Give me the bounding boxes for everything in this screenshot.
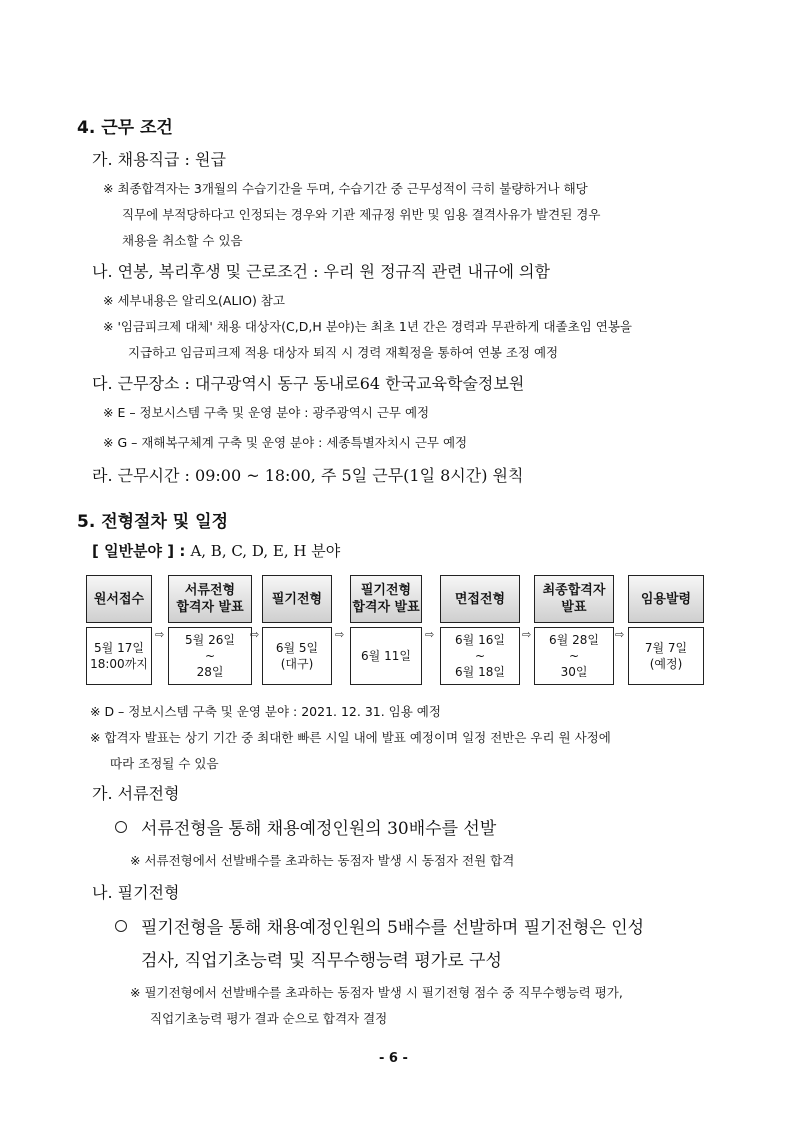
general-field-heading xyxy=(92,540,340,561)
step-date: 6월 16일 ~ 6월 18일 xyxy=(440,627,520,685)
written-exam-bullet-line1 xyxy=(115,913,644,938)
step-date: 6월 11일 xyxy=(350,627,422,685)
flow-arrow-icon: ⇨ xyxy=(425,628,435,641)
condition-hours: 라. 근무시간 : 09:00 ~ 18:00, 주 5일 근무(1일 8시간) 원칙 xyxy=(92,466,524,485)
condition-workplace: 다. 근무장소 : 대구광역시 동구 동내로64 한국교육학술정보원 xyxy=(92,374,525,393)
flow-arrow-icon: ⇨ xyxy=(522,628,532,641)
written-exam-heading: 나. 필기전형 xyxy=(92,883,180,902)
step-name: 면접전형 xyxy=(440,575,520,623)
workplace-note-e: ※ E – 정보시스템 구축 및 운영 분야 : 광주광역시 근무 예정 xyxy=(103,405,430,420)
bullet-text: 서류전형을 통해 채용예정인원의 30배수를 선발 xyxy=(141,819,497,839)
document-screening-heading: 가. 서류전형 xyxy=(92,784,180,803)
condition-position: 가. 채용직급 : 원급 xyxy=(92,150,226,169)
note-d-field: ※ D – 정보시스템 구축 및 운영 분야 : 2021. 12. 31. 임용 예정 xyxy=(90,704,441,719)
step-date: 7월 7일 (예정) xyxy=(628,627,704,685)
document-screening-note: ※ 서류전형에서 선발배수를 초과하는 동점자 발생 시 동점자 전원 합격 xyxy=(130,853,515,868)
condition-salary: 나. 연봉, 복리후생 및 근로조건 : 우리 원 정규직 관련 내규에 의함 xyxy=(92,262,550,281)
flow-arrow-icon: ⇨ xyxy=(155,628,165,641)
circle-bullet-icon xyxy=(115,821,127,833)
written-exam-bullet-line2: 검사, 직업기초능력 및 직무수행능력 평가로 구성 xyxy=(141,951,502,971)
step-name: 최종합격자 발표 xyxy=(534,575,614,623)
document-screening-bullet xyxy=(115,814,496,839)
salary-note2-line1: ※ '임금피크제 대체' 채용 대상자(C,D,H 분야)는 최초 1년 간은 경력과 무관하게 대졸초임 연봉을 xyxy=(103,319,632,334)
page-number: - 6 - xyxy=(379,1051,408,1066)
step-name: 필기전형 합격자 발표 xyxy=(350,575,422,623)
position-note-line3: 채용을 취소할 수 있음 xyxy=(122,233,243,248)
step-name: 필기전형 xyxy=(262,575,332,623)
section-4-title: 4. 근무 조건 xyxy=(77,118,173,138)
general-field-list: A, B, C, D, E, H 분야 xyxy=(190,542,341,560)
step-name: 원서접수 xyxy=(86,575,152,623)
section-5-title: 5. 전형절차 및 일정 xyxy=(77,512,228,532)
note-announce-line1: ※ 합격자 발표는 상기 기간 중 최대한 빠른 시일 내에 발표 예정이며 일정 전반은 우리 원 사정에 xyxy=(90,730,611,745)
step-date: 6월 5일 (대구) xyxy=(262,627,332,685)
step-name: 서류전형 합격자 발표 xyxy=(168,575,252,623)
flow-arrow-icon: ⇨ xyxy=(615,628,625,641)
workplace-note-g: ※ G – 재해복구체계 구축 및 운영 분야 : 세종특별자치시 근무 예정 xyxy=(103,435,468,450)
circle-bullet-icon xyxy=(115,920,127,932)
position-note-line2: 직무에 부적당하다고 인정되는 경우와 기관 제규정 위반 및 임용 결격사유가 발견된 경우 xyxy=(122,207,601,222)
flow-arrow-icon: ⇨ xyxy=(335,628,345,641)
step-date: 5월 26일 ~ 28일 xyxy=(168,627,252,685)
note-announce-line2: 따라 조정될 수 있음 xyxy=(110,756,219,771)
bullet-text: 필기전형을 통해 채용예정인원의 5배수를 선발하며 필기전형은 인성 xyxy=(141,918,645,938)
written-exam-note-line1: ※ 필기전형에서 선발배수를 초과하는 동점자 발생 시 필기전형 점수 중 직무수행능력 평가, xyxy=(130,985,623,1000)
salary-note1: ※ 세부내용은 알리오(ALIO) 참고 xyxy=(103,293,285,308)
general-field-label: [ 일반분야 ] : xyxy=(92,542,186,560)
salary-note2-line2: 지급하고 임금피크제 적용 대상자 퇴직 시 경력 재획정을 통하여 연봉 조정 예정 xyxy=(128,345,559,360)
written-exam-note-line2: 직업기초능력 평가 결과 순으로 합격자 결정 xyxy=(150,1011,388,1026)
flow-arrow-icon: ⇨ xyxy=(250,628,260,641)
position-note-line1: ※ 최종합격자는 3개월의 수습기간을 두며, 수습기간 중 근무성적이 극히 불량하거나 해당 xyxy=(103,181,588,196)
step-date: 5월 17일 18:00까지 xyxy=(86,627,152,685)
step-name: 임용발령 xyxy=(628,575,704,623)
step-date: 6월 28일 ~ 30일 xyxy=(534,627,614,685)
